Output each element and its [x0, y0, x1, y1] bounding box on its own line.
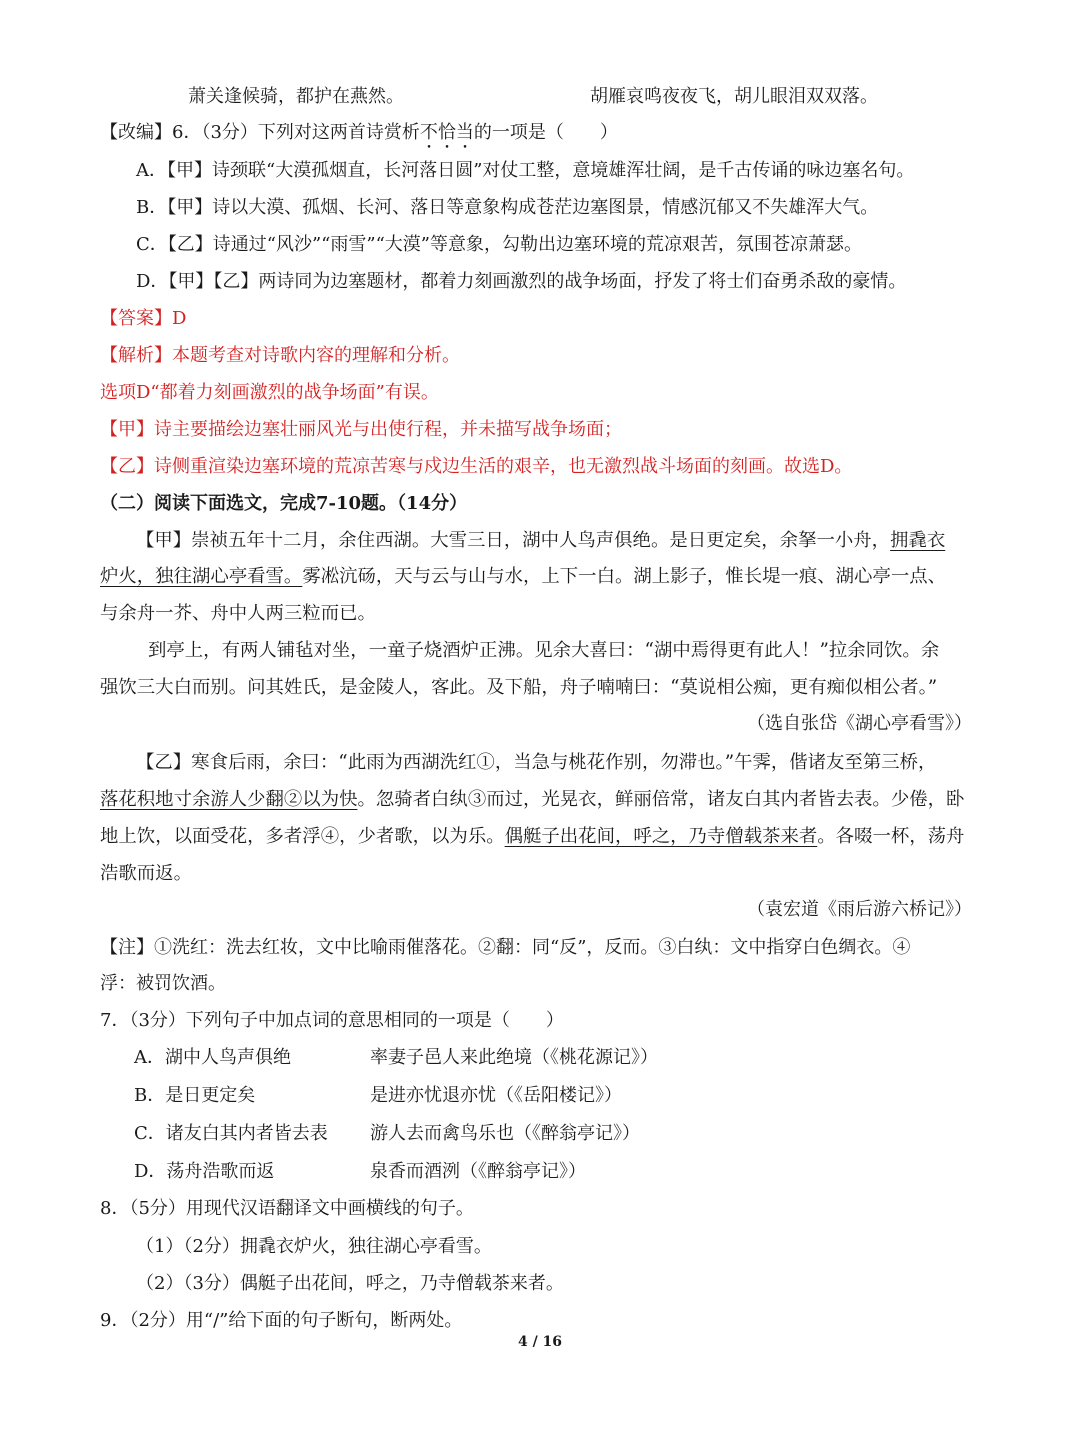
- passage-yi-underlined-2: 偶艇子出花间，呼之，乃寺僧载茶来者: [504, 826, 818, 847]
- passage-yi-line-1: 【乙】寒食后雨，余曰：“此雨为西湖洗红①，当急与桃花作别，勿滞也。”午霁，偕诸友至第三桥，: [136, 752, 937, 773]
- question-8-stem: 8．（5分）用现代汉语翻译文中画横线的句子。: [100, 1198, 474, 1219]
- question-6-stem: [100, 120, 618, 153]
- question-7-option-d-right: 泉香而酒洌（《醉翁亭记》）: [370, 1161, 586, 1182]
- passage-jia-underlined-2: 炉火，独往湖心亭看雪。: [100, 566, 303, 587]
- question-7-option-a-right: 率妻子邑人来此绝境（《桃花源记》）: [370, 1047, 658, 1068]
- analysis-line-1: 【解析】本题考查对诗歌内容的理解和分析。: [100, 345, 460, 366]
- page-number: 4 / 16: [517, 1334, 563, 1350]
- question-6-stem-emphasis: 不恰当: [419, 122, 474, 143]
- question-6-option-d: D．【甲】【乙】两诗同为边塞题材，都着力刻画激烈的战争场面，抒发了将士们奋勇杀敌的豪情。: [136, 271, 907, 292]
- question-6-option-a: A．【甲】诗颈联“大漠孤烟直，长河落日圆”对仗工整，意境雄浑壮阔，是千古传诵的咏边塞名句。: [136, 160, 915, 181]
- section-2-heading: （二）阅读下面选文，完成7-10题。（14分）: [100, 493, 468, 514]
- question-7-option-c-right: 游人去而禽鸟乐也（《醉翁亭记》）: [370, 1123, 640, 1144]
- passage-jia-line-1: [136, 528, 945, 554]
- poem-line-left: 萧关逢候骑，都护在燕然。: [188, 86, 404, 107]
- passage-yi-line-2: [100, 787, 964, 813]
- passage-jia-line-3: 与余舟一芥、舟中人两三粒而已。: [100, 603, 376, 624]
- question-6-stem-pre: 【改编】6．（3分）下列对这两首诗赏析: [100, 122, 420, 143]
- passage-yi-line-2-text: 。忽骑者白纨③而过，光晃衣，鲜丽倍常，诸友白其内者皆去表。少倦，卧: [357, 789, 965, 810]
- passage-jia-line-2: [100, 564, 946, 590]
- question-7-option-b-left: B．是日更定矣: [134, 1085, 256, 1106]
- question-7-option-c-left: C．诸友白其内者皆去表: [134, 1123, 328, 1144]
- analysis-line-4: 【乙】诗侧重渲染边塞环境的荒凉苦寒与戍边生活的艰辛，也无激烈战斗场面的刻画。故选D。: [100, 456, 853, 477]
- question-6-stem-post: 的一项是（ ）: [473, 122, 618, 143]
- passage-yi-line-3-tail: 。各啜一杯，荡舟: [817, 826, 965, 847]
- answer-label: 【答案】D: [100, 308, 187, 329]
- question-6-option-b: B．【甲】诗以大漠、孤烟、长河、落日等意象构成苍茫边塞图景，情感沉郁又不失雄浑大气。: [136, 197, 879, 218]
- poem-line-right: 胡雁哀鸣夜夜飞，胡儿眼泪双双落。: [590, 86, 878, 107]
- passage-jia-source: （选自张岱《湖心亭看雪》）: [747, 713, 972, 734]
- passage-jia-line-4: 到亭上，有两人铺毡对坐，一童子烧酒炉正沸。见余大喜曰：“湖中焉得更有此人！”拉余同饮。余: [148, 640, 940, 661]
- passage-yi-underlined-1: 落花积地寸余游人少翻②以为快: [100, 789, 358, 810]
- passage-jia-underlined-1: 拥毳衣: [890, 530, 946, 551]
- passage-yi-line-4: 浩歌而返。: [100, 863, 192, 884]
- passage-yi-line-3-text: 地上饮，以面受花，多者浮④，少者歌，以为乐。: [100, 826, 505, 847]
- notes-line-2: 浮：被罚饮酒。: [100, 973, 226, 994]
- notes-line-1: 【注】①洗红：洗去红妆，文中比喻雨催落花。②翻：同“反”，反而。③白纨：文中指穿白色绸衣。④: [100, 937, 911, 958]
- passage-jia-line-2-text: 雾凇沆砀，天与云与山与水，上下一白。湖上影子，惟长堤一痕、湖心亭一点、: [302, 566, 946, 587]
- analysis-line-2: 选项D“都着力刻画激烈的战争场面”有误。: [100, 382, 439, 403]
- question-7-option-b-right: 是进亦忧退亦忧（《岳阳楼记》）: [370, 1085, 622, 1106]
- question-7-option-d-left: D．荡舟浩歌而返: [134, 1161, 275, 1182]
- question-6-option-c: C．【乙】诗通过“风沙”“雨雪”“大漠”等意象，勾勒出边塞环境的荒凉艰苦，氛围苍凉萧瑟。: [136, 234, 862, 255]
- question-7-option-a-left: A．湖中人鸟声俱绝: [134, 1047, 291, 1068]
- passage-jia-line-5: 强饮三大白而别。问其姓氏，是金陵人，客此。及下船，舟子喃喃曰：“莫说相公痴，更有痴似相公者。”: [100, 677, 938, 698]
- question-7-stem: 7．（3分）下列句子中加点词的意思相同的一项是（ ）: [100, 1010, 564, 1031]
- analysis-line-3: 【甲】诗主要描绘边塞壮丽风光与出使行程，并未描写战争场面；: [100, 419, 622, 440]
- passage-yi-source: （袁宏道《雨后游六桥记》）: [747, 899, 972, 920]
- passage-yi-line-3: [100, 824, 964, 850]
- passage-jia-line-1-text: 【甲】崇祯五年十二月，余住西湖。大雪三日，湖中人鸟声俱绝。是日更定矣，余拏一小舟，: [136, 530, 891, 551]
- question-9-stem: 9．（2分）用“/”给下面的句子断句，断两处。: [100, 1310, 463, 1331]
- question-8-item-2: （2）（3分）偶艇子出花间，呼之，乃寺僧载茶来者。: [136, 1273, 564, 1294]
- question-8-item-1: （1）（2分）拥毳衣炉火，独往湖心亭看雪。: [136, 1236, 492, 1257]
